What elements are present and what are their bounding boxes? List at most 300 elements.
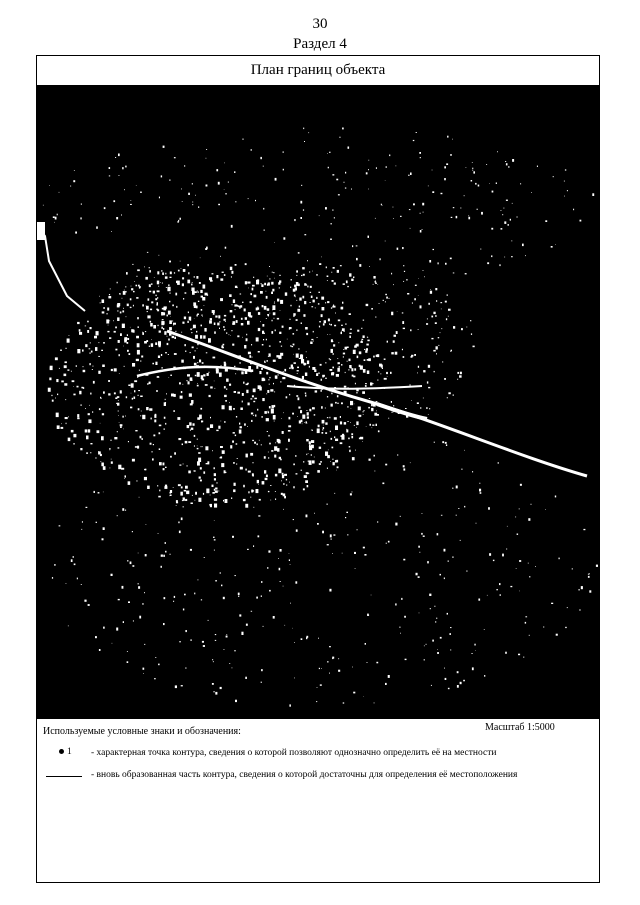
map-speckle (275, 330, 276, 332)
map-speckle (405, 408, 407, 409)
map-speckle (137, 343, 140, 347)
map-speckle (229, 406, 232, 410)
map-speckle (376, 355, 378, 357)
section-title: Раздел 4 (293, 36, 347, 52)
map-speckle (450, 258, 452, 260)
map-speckle (170, 456, 172, 458)
map-speckle (321, 668, 322, 669)
map-speckle (212, 273, 214, 274)
map-speckle (334, 417, 337, 420)
map-speckle (386, 543, 387, 544)
map-speckle (402, 349, 403, 350)
map-speckle (205, 446, 208, 450)
map-speckle (153, 325, 156, 329)
map-speckle (367, 371, 370, 375)
map-speckle (125, 166, 126, 168)
map-speckle (164, 429, 165, 430)
map-speckle (338, 658, 339, 659)
map-speckle (301, 638, 303, 640)
map-speckle (332, 280, 334, 282)
map-speckle (321, 257, 322, 258)
map-speckle (262, 398, 264, 401)
map-speckle (275, 474, 277, 477)
map-speckle (256, 489, 259, 493)
map-speckle (239, 423, 240, 425)
map-speckle (431, 338, 433, 339)
plan-frame (36, 55, 600, 883)
map-speckle (118, 465, 121, 470)
map-speckle (57, 214, 58, 216)
map-speckle (269, 266, 270, 267)
map-speckle (200, 480, 202, 482)
map-speckle (73, 386, 74, 387)
map-speckle (264, 283, 266, 285)
map-speckle (467, 327, 468, 328)
map-speckle (332, 209, 333, 210)
map-speckle (403, 265, 404, 266)
map-speckle (206, 149, 207, 150)
map-speckle (270, 389, 273, 391)
map-speckle (352, 667, 353, 668)
map-speckle (573, 209, 574, 211)
map-speckle (64, 374, 67, 377)
map-speckle (464, 195, 465, 196)
map-speckle (403, 468, 405, 470)
map-speckle (192, 204, 193, 205)
map-speckle (226, 332, 227, 333)
map-speckle (157, 297, 158, 299)
map-speckle (116, 628, 118, 631)
map-speckle (448, 309, 451, 311)
map-speckle (317, 523, 319, 525)
map-speckle (428, 186, 429, 187)
map-speckle (195, 375, 197, 376)
map-speckle (185, 441, 188, 444)
map-speckle (207, 373, 209, 376)
map-speckle (124, 478, 125, 479)
map-speckle (86, 507, 88, 508)
map-speckle (269, 346, 271, 347)
map-speckle (205, 384, 208, 386)
map-speckle (487, 595, 488, 596)
map-speckle (384, 359, 386, 360)
map-speckle (583, 529, 585, 530)
map-speckle (277, 318, 279, 320)
map-speckle (423, 212, 424, 213)
map-speckle (265, 478, 268, 480)
map-speckle (235, 435, 236, 437)
map-speckle (250, 398, 252, 399)
map-speckle (269, 379, 270, 380)
map-speckle (158, 533, 159, 534)
map-speckle (266, 393, 267, 394)
map-speckle (302, 296, 304, 299)
map-speckle (145, 331, 146, 332)
map-speckle (161, 175, 162, 177)
map-speckle (351, 368, 353, 371)
map-speckle (237, 458, 238, 459)
map-speckle (430, 608, 431, 609)
map-speckle (130, 200, 131, 201)
map-speckle (116, 217, 118, 219)
map-speckle (114, 392, 116, 394)
map-speckle (251, 413, 253, 415)
map-speckle (191, 400, 193, 404)
map-speckle (297, 367, 299, 369)
map-speckle (146, 524, 147, 525)
map-speckle (316, 274, 318, 275)
map-speckle (258, 535, 260, 537)
map-speckle (182, 277, 184, 279)
map-speckle (133, 330, 135, 333)
map-speckle (384, 378, 387, 380)
map-speckle (209, 396, 210, 397)
map-speckle (338, 320, 340, 322)
map-speckle (307, 260, 308, 261)
map-speckle (567, 190, 568, 191)
map-speckle (233, 299, 235, 303)
map-speckle (188, 193, 190, 195)
map-speckle (500, 594, 502, 595)
map-speckle (215, 634, 216, 635)
map-speckle (73, 434, 76, 437)
map-speckle (120, 426, 122, 428)
map-speckle (88, 604, 90, 606)
map-speckle (146, 306, 149, 310)
map-speckle (333, 344, 335, 346)
map-speckle (368, 189, 369, 190)
map-speckle (424, 659, 425, 660)
map-speckle (272, 310, 273, 311)
map-speckle (407, 293, 409, 295)
map-speckle (391, 401, 392, 403)
map-speckle (231, 304, 232, 305)
map-speckle (450, 649, 451, 650)
map-speckle (161, 320, 162, 321)
map-speckle (472, 170, 473, 171)
map-speckle (343, 283, 345, 285)
map-speckle (447, 136, 448, 138)
map-speckle (293, 289, 296, 292)
map-speckle (426, 644, 427, 645)
map-speckle (296, 473, 298, 474)
map-speckle (163, 623, 165, 625)
map-speckle (221, 365, 222, 366)
map-speckle (420, 213, 421, 214)
map-speckle (319, 321, 321, 322)
map-speckle (349, 333, 351, 334)
map-speckle (551, 246, 553, 248)
map-speckle (364, 359, 366, 361)
map-speckle (289, 329, 290, 330)
map-speckle (403, 559, 405, 561)
map-speckle (525, 622, 526, 624)
map-speckle (266, 360, 268, 361)
map-speckle (441, 328, 442, 329)
map-speckle (64, 383, 67, 386)
map-speckle (238, 593, 240, 595)
map-speckle (233, 489, 235, 492)
map-speckle (102, 300, 103, 301)
map-speckle (113, 320, 114, 321)
map-speckle (290, 345, 292, 346)
map-speckle (451, 217, 453, 218)
map-speckle (298, 252, 300, 253)
map-speckle (130, 204, 132, 205)
map-speckle (331, 373, 334, 376)
map-speckle (159, 462, 162, 465)
map-speckle (154, 415, 156, 418)
map-speckle (253, 401, 255, 402)
map-speckle (175, 331, 176, 332)
map-speckle (282, 326, 284, 328)
map-speckle (161, 321, 164, 325)
map-speckle (88, 429, 90, 432)
map-speckle (103, 342, 105, 343)
map-speckle (237, 335, 239, 337)
map-speckle (139, 370, 140, 371)
map-speckle (273, 360, 276, 362)
map-speckle (192, 495, 193, 496)
map-speckle (341, 325, 343, 326)
map-speckle (256, 308, 258, 311)
map-speckle (345, 323, 346, 324)
map-speckle (340, 443, 341, 444)
map-speckle (219, 373, 222, 377)
map-speckle (203, 645, 205, 647)
map-speckle (130, 307, 131, 308)
map-speckle (418, 576, 420, 578)
map-speckle (472, 168, 473, 169)
map-speckle (478, 185, 480, 187)
map-speckle (135, 430, 137, 431)
map-speckle (117, 317, 119, 321)
map-speckle (564, 196, 565, 197)
map-speckle (427, 319, 428, 320)
map-speckle (283, 483, 284, 485)
map-speckle (306, 454, 307, 455)
map-speckle (131, 383, 134, 387)
map-speckle (377, 521, 378, 522)
map-speckle (302, 415, 305, 419)
map-speckle (519, 560, 521, 562)
map-speckle (406, 279, 408, 280)
map-speckle (232, 441, 234, 443)
map-speckle (216, 430, 218, 431)
map-speckle (86, 452, 88, 454)
map-speckle (311, 445, 314, 449)
map-speckle (194, 593, 195, 595)
map-speckle (187, 280, 190, 284)
map-speckle (589, 573, 590, 574)
map-speckle (346, 429, 347, 430)
map-speckle (206, 489, 209, 494)
map-speckle (444, 549, 446, 552)
map-speckle (254, 398, 257, 400)
map-speckle (214, 473, 216, 476)
map-speckle (124, 290, 125, 291)
map-speckle (322, 531, 324, 534)
map-speckle (356, 258, 358, 260)
map-speckle (292, 346, 294, 347)
map-speckle (210, 318, 212, 320)
map-speckle (117, 310, 118, 311)
map-speckle (188, 441, 191, 443)
map-speckle (543, 627, 544, 628)
map-speckle (181, 391, 183, 393)
map-speckle (164, 597, 166, 599)
map-speckle (215, 580, 217, 581)
map-speckle (176, 502, 178, 504)
map-speckle (287, 339, 288, 340)
map-speckle (294, 642, 295, 643)
map-speckle (252, 473, 254, 476)
map-speckle (206, 185, 208, 187)
map-speckle (472, 653, 473, 654)
map-speckle (391, 352, 394, 354)
map-speckle (327, 153, 328, 154)
map-speckle (242, 401, 243, 403)
map-speckle (224, 163, 225, 164)
map-speckle (246, 334, 247, 336)
map-speckle (122, 508, 124, 511)
map-speckle (225, 400, 227, 402)
map-speckle (214, 323, 216, 326)
map-speckle (187, 374, 190, 376)
map-speckle (394, 335, 397, 337)
map-speckle (77, 414, 79, 417)
map-speckle (210, 424, 213, 428)
map-speckle (159, 331, 161, 333)
map-speckle (191, 428, 194, 430)
map-speckle (345, 188, 346, 189)
map-speckle (185, 486, 188, 489)
map-speckle (322, 307, 325, 310)
map-speckle (274, 278, 275, 279)
map-speckle (138, 390, 140, 391)
map-speckle (182, 322, 184, 324)
map-speckle (277, 448, 280, 452)
map-speckle (197, 348, 198, 349)
map-speckle (140, 360, 141, 361)
map-speckle (356, 392, 357, 393)
map-speckle (426, 407, 427, 409)
map-speckle (438, 345, 439, 346)
map-speckle (243, 441, 246, 443)
map-speckle (351, 189, 352, 190)
map-speckle (237, 305, 238, 307)
map-speckle (173, 601, 174, 602)
map-speckle (267, 431, 268, 432)
map-speckle (212, 659, 213, 660)
map-speckle (364, 554, 366, 556)
map-speckle (190, 429, 191, 430)
map-speckle (189, 393, 192, 396)
map-speckle (306, 515, 308, 518)
map-speckle (189, 422, 191, 425)
map-speckle (308, 473, 309, 474)
map-speckle (528, 518, 530, 521)
map-speckle (461, 469, 462, 470)
map-speckle (451, 350, 452, 352)
map-speckle (351, 279, 353, 281)
map-speckle (442, 361, 443, 362)
map-speckle (289, 394, 290, 395)
map-speckle (115, 349, 117, 351)
map-speckle (123, 346, 124, 347)
map-speckle (196, 276, 198, 279)
map-speckle (245, 469, 246, 471)
map-speckle (426, 323, 428, 325)
map-speckle (224, 329, 225, 331)
map-speckle (214, 539, 216, 540)
map-speckle (274, 303, 275, 304)
map-speckle (224, 362, 226, 364)
map-speckle (132, 459, 135, 462)
map-speckle (184, 165, 185, 166)
map-speckle (181, 360, 184, 363)
map-speckle (306, 421, 308, 423)
map-speckle (281, 493, 283, 495)
map-speckle (261, 596, 262, 597)
map-speckle (492, 191, 494, 193)
map-speckle (85, 326, 86, 327)
map-speckle (317, 470, 320, 473)
map-speckle (290, 287, 291, 288)
map-speckle (197, 362, 198, 363)
map-speckle (294, 362, 296, 364)
map-speckle (314, 369, 316, 372)
map-speckle (388, 541, 390, 543)
map-speckle (308, 453, 309, 454)
map-speckle (132, 531, 133, 532)
map-speckle (66, 583, 67, 584)
map-speckle (383, 300, 384, 301)
map-speckle (132, 398, 133, 400)
line-symbol-icon (46, 776, 82, 777)
map-speckle (226, 636, 228, 638)
map-speckle (158, 325, 159, 326)
map-speckle (448, 392, 450, 394)
map-speckle (138, 408, 140, 410)
map-speckle (267, 567, 268, 569)
map-speckle (122, 324, 125, 328)
left-edge-blob (37, 222, 45, 240)
map-speckle (142, 415, 145, 419)
map-speckle (132, 565, 134, 567)
map-speckle (332, 174, 334, 175)
map-speckle (340, 421, 342, 424)
map-speckle (353, 350, 356, 354)
map-speckle (288, 430, 291, 432)
map-speckle (247, 549, 249, 550)
map-speckle (267, 284, 268, 286)
map-speckle (275, 375, 277, 378)
map-speckle (239, 430, 242, 434)
map-speckle (423, 270, 424, 271)
map-speckle (347, 421, 348, 422)
map-speckle (555, 244, 556, 245)
map-speckle (206, 158, 207, 159)
map-speckle (393, 207, 394, 208)
map-speckle (149, 382, 151, 385)
map-speckle (268, 452, 269, 453)
map-speckle (67, 339, 70, 343)
map-speckle (491, 228, 493, 230)
map-speckle (529, 635, 530, 636)
map-speckle (309, 444, 311, 446)
map-speckle (255, 200, 256, 201)
